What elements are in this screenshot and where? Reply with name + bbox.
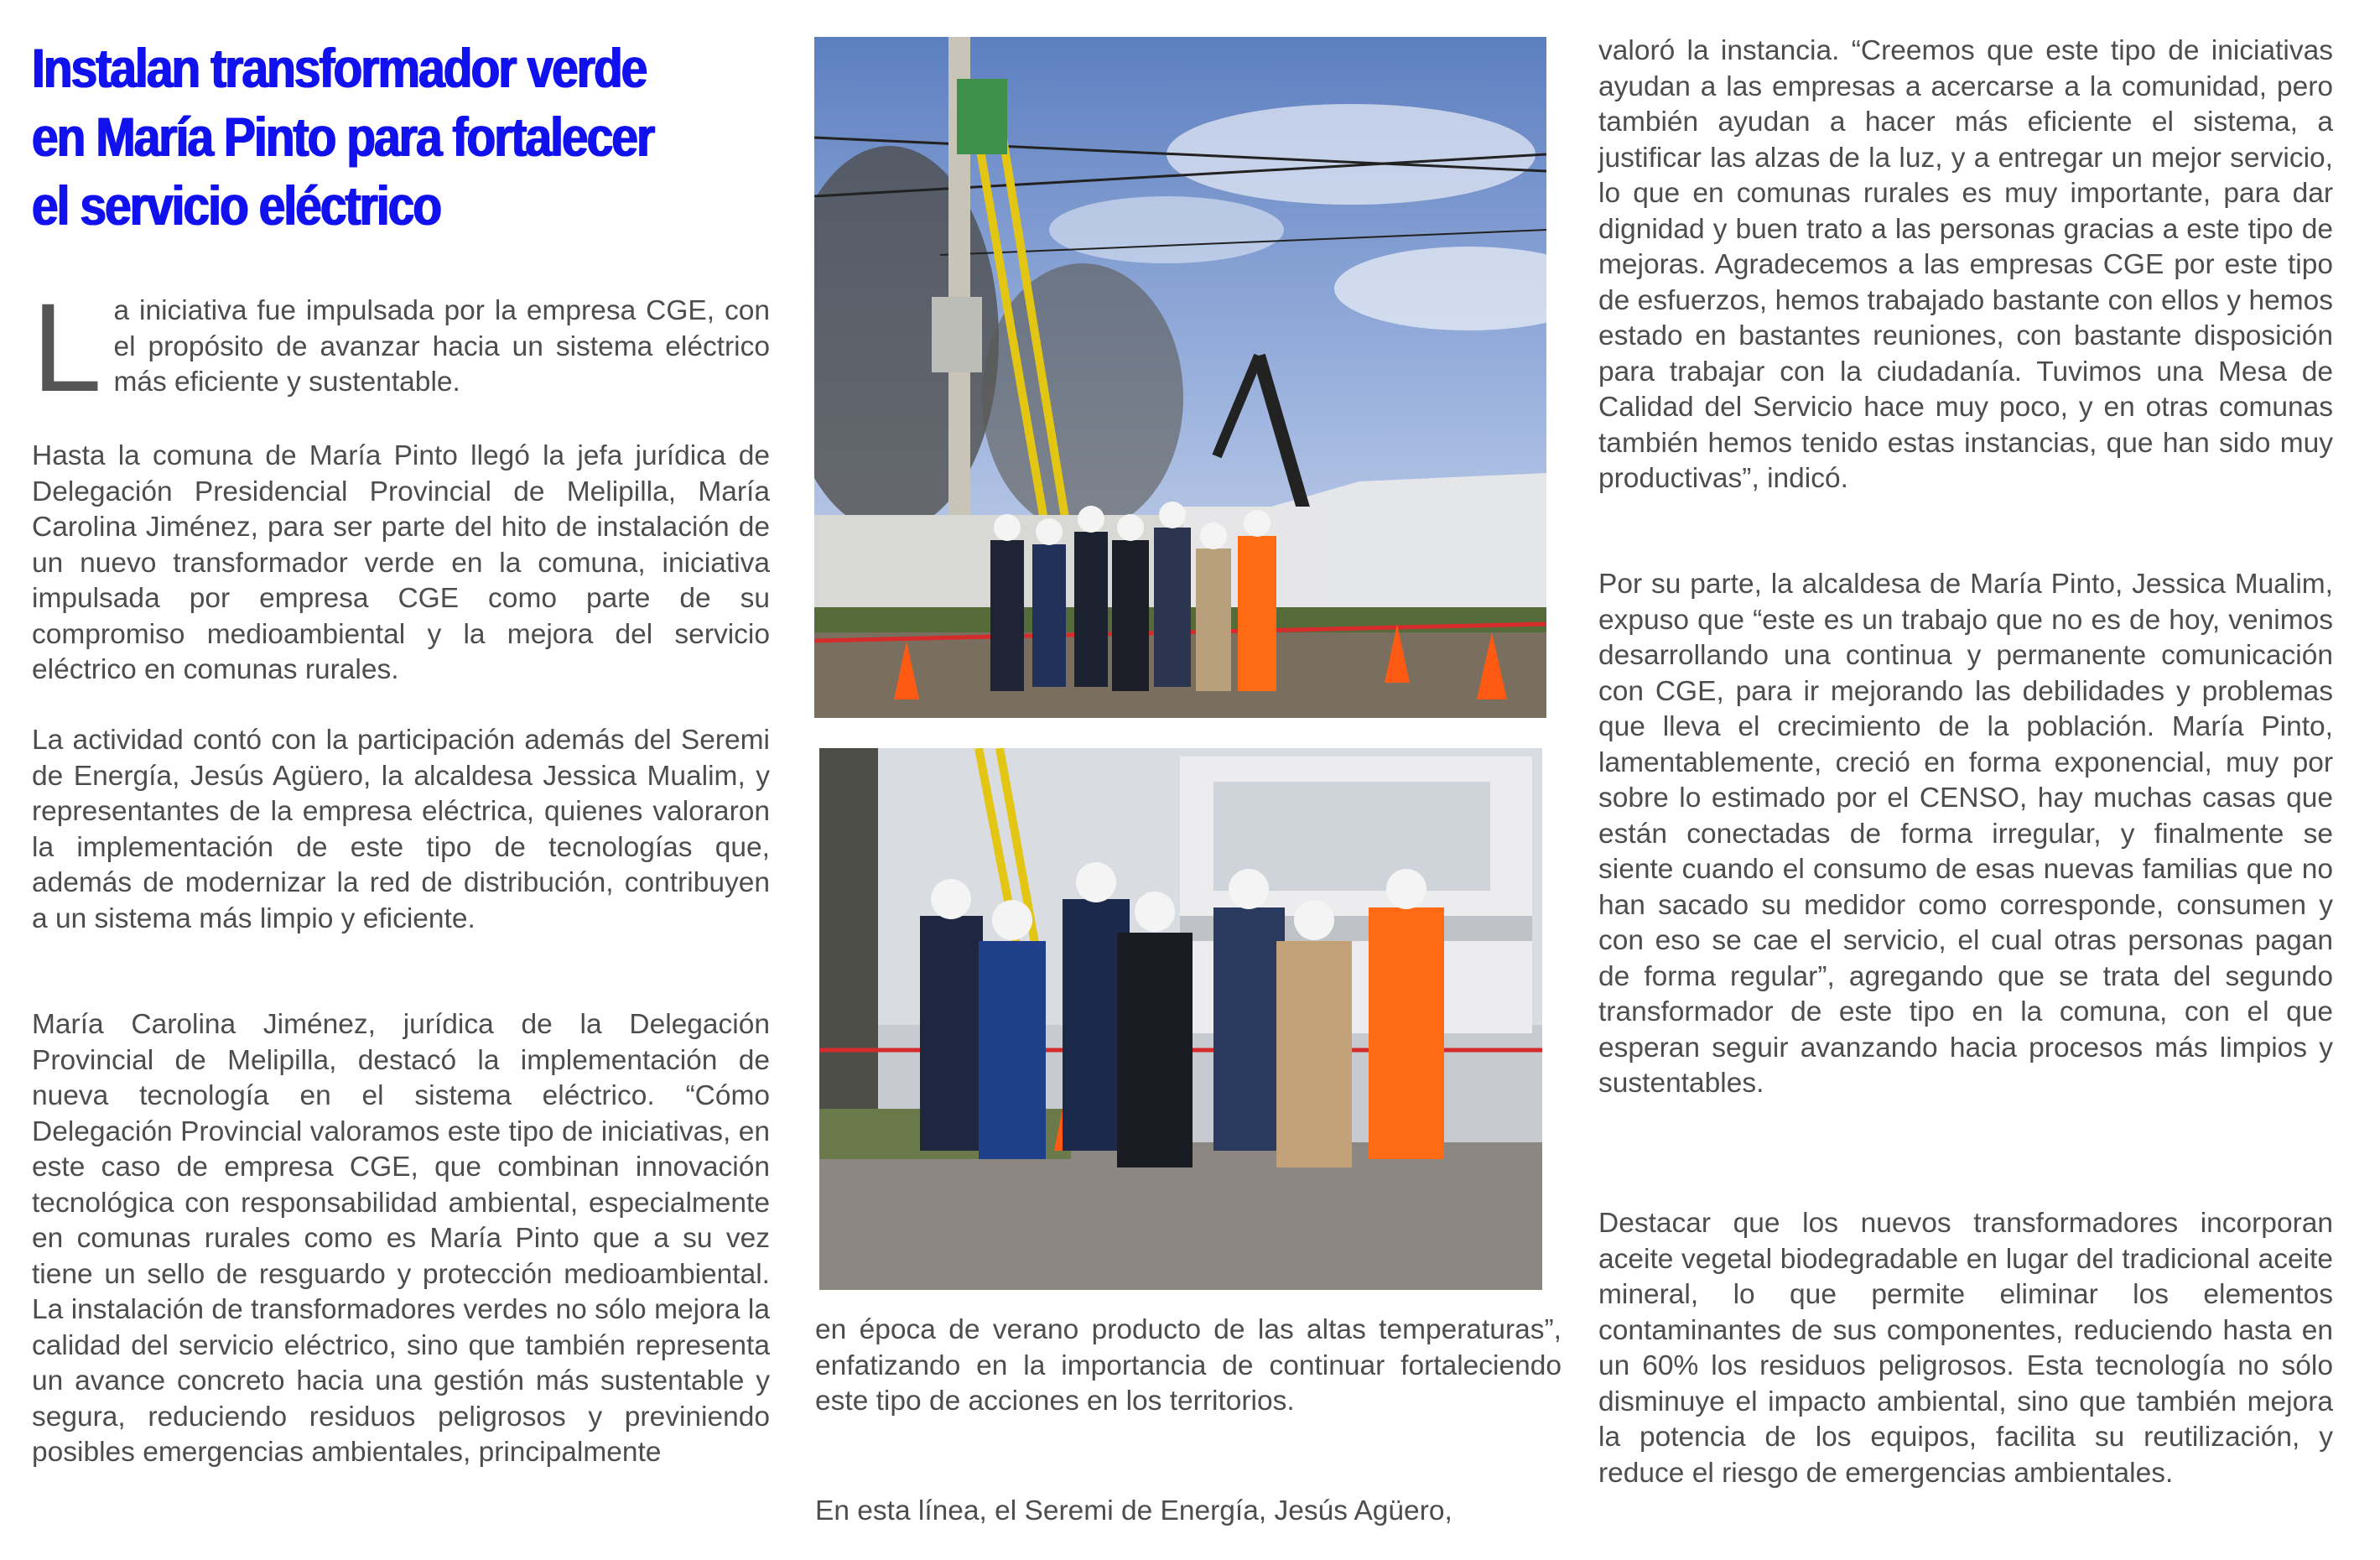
lead-text: a iniciativa fue impulsada por la empresa CGE, con el propósito de avanzar hacia un sistema eléctrico más eficiente y sustentable. — [113, 295, 770, 398]
drop-cap: L — [32, 277, 102, 418]
paragraph-2: Hasta la comuna de María Pinto llegó la jefa jurídica de Delegación Presidencial Provincial de Melipilla, María Carolina Jiménez, para ser parte del hito de instalación de un nuevo transformador verde en la comuna, iniciativa impulsada por empresa CGE como parte de su compromiso medioambiental y la mejora del servicio eléctrico en comunas rurales. — [32, 440, 770, 685]
headline-line-3: el servicio eléctrico — [32, 174, 441, 237]
lead-paragraph — [32, 277, 770, 418]
photo-group-at-site-image — [819, 748, 1542, 1290]
paragraph-5: en época de verano producto de las altas temperaturas”, enfatizando en la importancia de continuar fortaleciendo este tipo de acciones en los territorios. — [815, 1314, 1562, 1417]
paragraph-8: Por su parte, la alcaldesa de María Pinto, Jessica Mualim, expuso que “este es un trabajo que no es de hoy, venimos desarrollando una continua y permanente comunicación con CGE, para ir mejorando las debilidades y problemas que lleva el crecimiento de la población. María Pinto, lamentablemente, creció en forma exponencial, muy por sobre lo estimado por el CENSO, hay muchas casas que están conectadas de forma irregular, y finalmente se siente cuando el consumo de esas nuevas familias que no han sacado su medidor como corresponde, consumen y con eso se cae el servicio, el cual otras personas pagan de forma regular”, agregando que se trata del segundo transformador de este tipo en la comuna, con el que esperan seguir avanzando hacia procesos más limpios y sustentables. — [1598, 569, 2333, 1099]
headline-line-2: en María Pinto para fortalecer — [32, 106, 654, 168]
paragraph-4: María Carolina Jiménez, jurídica de la Delegación Provincial de Melipilla, destacó la implementación de nueva tecnología en el sistema eléctrico. “Cómo Delegación Provincial valoramos este tipo de iniciativas, en este caso de empresa CGE, que combinan innovación tecnológica con responsabilidad ambiental, especialmente en comunas rurales como es María Pinto que a su vez tiene un sello de resguardo y protección medioambiental. La instalación de transformadores verdes no sólo mejora la calidad del servicio eléctrico, sino que también representa un avance concreto hacia una gestión más sustentable y segura, reduciendo residuos peligrosos y previniendo posibles emergencias ambientales, principalmente — [32, 1009, 770, 1468]
paragraph-6: En esta línea, el Seremi de Energía, Jesús Agüero, — [815, 1495, 1452, 1526]
headline-line-1: Instalan transformador verde — [32, 37, 647, 99]
photo-group-at-site — [819, 748, 1542, 1290]
paragraph-3: La actividad contó con la participación además del Seremi de Energía, Jesús Agüero, la alcaldesa Jessica Mualim, y representantes de la empresa eléctrica, quienes valoraron la implementación de este tipo de tecnologías que, además de modernizar la red de distribución, contribuyen a un sistema más limpio y eficiente. — [32, 725, 770, 934]
photo-transformer-installation-image — [814, 37, 1546, 718]
photo-transformer-installation — [814, 37, 1546, 718]
paragraph-9: Destacar que los nuevos transformadores incorporan aceite vegetal biodegradable en lugar del tradicional aceite mineral, lo que permite eliminar los elementos contaminantes de sus componentes, reduciendo hasta en un 60% los residuos peligrosos. Esta tecnología no sólo disminuye el impacto ambiental, sino que también mejora la potencia de los equipos, facilita su reutilización, y reduce el riesgo de emergencias ambientales. — [1598, 1208, 2333, 1489]
paragraph-7: valoró la instancia. “Creemos que este tipo de iniciativas ayudan a las empresas a acercarse a la comunidad, pero también ayudan a hacer más eficiente el sistema, a justificar las alzas de la luz, y a entregar un mejor servicio, lo que en comunas rurales es muy importante, para dar dignidad y buen trato a las personas gracias a este tipo de mejoras. Agradecemos a las empresas CGE por este tipo de esfuerzos, hemos trabajado bastante con ellos y hemos estado en bastantes reuniones, con bastante disposición para trabajar con la ciudadanía. Tuvimos una Mesa de Calidad del Servicio hace muy poco, y en otras comunas también hemos tenido estas instancias, que han sido muy productivas”, indicó. — [1598, 35, 2333, 494]
article-headline — [32, 34, 681, 240]
